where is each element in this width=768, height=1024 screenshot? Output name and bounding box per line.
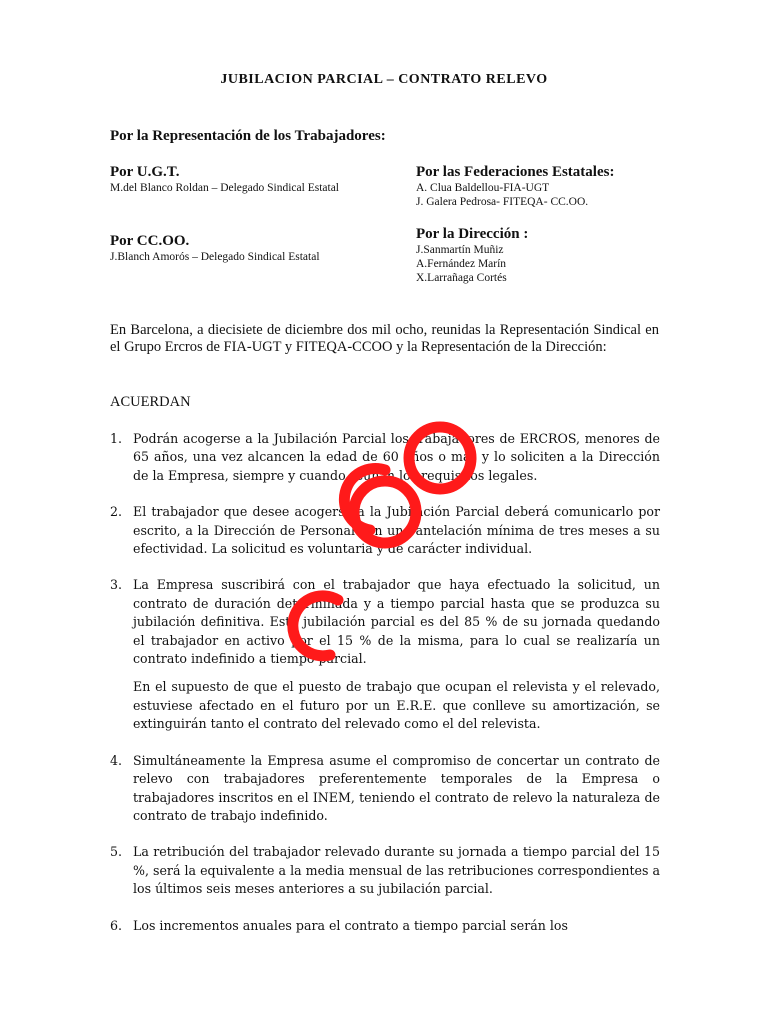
clause-number: 1. xyxy=(110,431,123,446)
clause-item xyxy=(110,917,660,935)
workers-representation-heading: Por la Representación de los Trabajadores: xyxy=(110,128,386,144)
clause-text: Simultáneamente la Empresa asume el compromiso de concertar un contrato de relevo con trabajadores preferentemente temporales de la Empresa o trabajadores inscritos en el INEM, teniendo el contrato de relevo la naturaleza de contrato de trabajo indefinido. xyxy=(133,752,660,823)
management-member: J.Sanmartín Muñiz xyxy=(416,244,504,256)
management-heading: Por la Dirección : xyxy=(416,226,529,242)
federations-block xyxy=(416,163,614,209)
intro-paragraph: En Barcelona, a diecisiete de diciembre dos mil ocho, reunidas la Representación Sindical en el Grupo Ercros de FIA-UGT y FITEQA-CCOO y la Representación de la Dirección: xyxy=(110,322,659,355)
document-title: JUBILACION PARCIAL – CONTRATO RELEVO xyxy=(220,72,548,87)
management-member: A.Fernández Marín xyxy=(416,258,507,270)
clause-text: El trabajador que desee acogerse a la Jubilación Parcial deberá comunicarlo por escrito, a la Dirección de Personal con una antelación mínima de tres meses a su efectividad. La solicitud es voluntaria y de carácter individual. xyxy=(133,504,660,557)
clause-item xyxy=(110,576,660,733)
ugt-block xyxy=(110,163,339,195)
federation-member: J. Galera Pedrosa- FITEQA- CC.OO. xyxy=(416,196,589,208)
ccoo-heading: Por CC.OO. xyxy=(110,233,190,249)
management-member: X.Larrañaga Cortés xyxy=(416,272,507,284)
ugt-heading: Por U.G.T. xyxy=(110,164,180,180)
clause-text: Los incrementos anuales para el contrato a tiempo parcial serán los xyxy=(133,917,568,933)
federations-heading: Por las Federaciones Estatales: xyxy=(416,164,615,180)
clause-item xyxy=(110,752,660,826)
clause-number: 6. xyxy=(110,917,123,933)
clause-number: 3. xyxy=(110,577,123,593)
clause-text: En el supuesto de que el puesto de trabajo que ocupan el relevista y el relevado, estuviese afectado en el futuro por un E.R.E. que conlleve su amortización, se extinguirán tanto el contrato del relevado como el del relevista. xyxy=(133,679,660,732)
clause-number: 4. xyxy=(110,752,123,768)
clause-text: La Empresa suscribirá con el trabajador que haya efectuado la solicitud, un contrato de duración determinada y a tiempo parcial hasta que se produzca su jubilación definitiva. Esta jubilación parcial es del 85 % de su jornada quedando el trabajador en activo por el 15 % de la misma, para lo cual se realizaría un contrato indefinido a tiempo parcial. xyxy=(133,577,660,667)
clause-text: La retribución del trabajador relevado durante su jornada a tiempo parcial del 15 %, será la equivalente a la media mensual de las retribuciones correspondientes a los últimos seis meses anteriores a su jubilación parcial. xyxy=(133,844,660,897)
clause-number: 2. xyxy=(110,504,123,520)
clause-number: 5. xyxy=(110,844,123,860)
ccoo-block xyxy=(110,232,320,264)
clause-text: Podrán acogerse a la Jubilación Parcial los trabajadores de ERCROS, menores de 65 años, una vez alcancen la edad de 60 años o más y lo soliciten a la Dirección de la Empresa, siempre y cuando reúnan los requisitos legales. xyxy=(133,431,660,483)
clauses-list xyxy=(110,430,660,935)
clause-item xyxy=(110,430,660,485)
agreement-heading: ACUERDAN xyxy=(110,394,191,410)
clause-item xyxy=(110,503,660,558)
clause-item xyxy=(110,843,660,898)
ugt-delegate: M.del Blanco Roldan – Delegado Sindical Estatal xyxy=(110,182,339,194)
ccoo-delegate: J.Blanch Amorós – Delegado Sindical Estatal xyxy=(110,251,320,263)
federation-member: A. Clua Baldellou-FIA-UGT xyxy=(416,182,550,194)
management-block xyxy=(416,225,528,285)
